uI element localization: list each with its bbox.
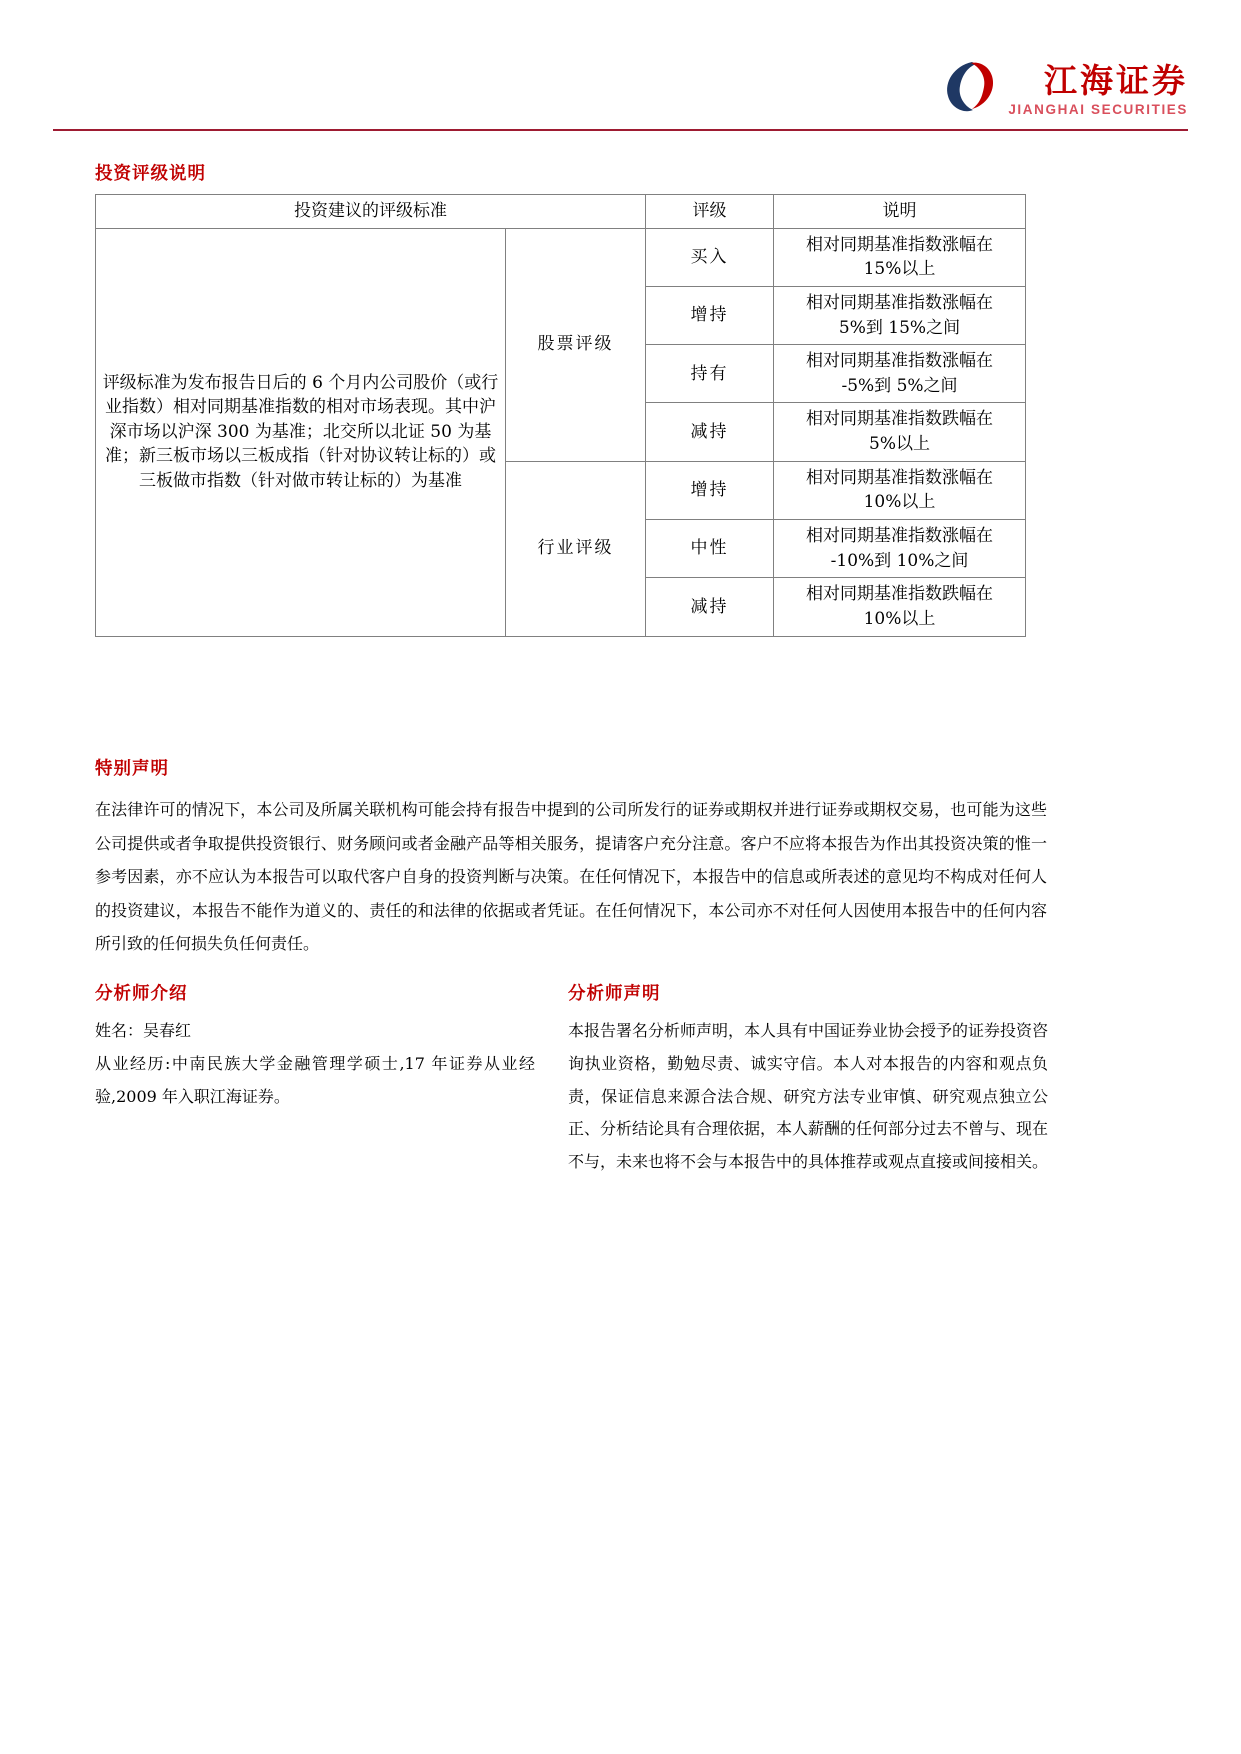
rating-label-underweight-stock: 减持 — [646, 403, 774, 461]
rating-label-underweight-industry: 减持 — [646, 578, 774, 636]
desc-line-1: 相对同期基准指数涨幅在 — [806, 467, 993, 488]
investment-rating-table — [95, 194, 1026, 637]
rating-desc-overweight-industry — [774, 461, 1026, 519]
table-header-row — [96, 195, 1026, 229]
header-criteria: 投资建议的评级标准 — [96, 195, 646, 229]
rating-section-title: 投资评级说明 — [95, 164, 206, 184]
rating-desc-overweight-stock — [774, 286, 1026, 344]
special-statement-body: 在法律许可的情况下，本公司及所属关联机构可能会持有报告中提到的公司所发行的证券或期权并进行证券或期权交易，也可能为这些公司提供或者争取提供投资银行、财务顾问或者金融产品等相关服务，提请客户充分注意。客户不应将本报告为作出其投资决策的惟一参考因素，亦不应认为本报告可以取代客户自身的投资判断与决策。在任何情况下，本报告中的信息或所表述的意见均不构成对任何人的投资建议，本报告不能作为道义的、责任的和法律的依据或者凭证。在任何情况下，本公司亦不对任何人因使用本报告中的任何内容所引致的任何损失负任何责任。 — [95, 800, 1047, 954]
criteria-description-cell: 评级标准为发布报告日后的 6 个月内公司股价（或行业指数）相对同期基准指数的相对市场表现。其中沪深市场以沪深 300 为基准；北交所以北证 50 为基准；新三板市场以三板成指（针对协议转让标的）或三板做市指数（针对做市转让标的）为基准 — [96, 228, 506, 636]
desc-line-2: -5%到 5%之间 — [841, 375, 958, 396]
page-header — [0, 0, 1241, 132]
company-logo — [942, 58, 1188, 116]
rating-desc-hold — [774, 345, 1026, 403]
rating-label-overweight-industry: 增持 — [646, 461, 774, 519]
rating-desc-underweight-stock — [774, 403, 1026, 461]
analyst-experience-line: 从业经历:中南民族大学金融管理学硕士,17 年证券从业经验,2009 年入职江海证券。 — [95, 1053, 535, 1106]
logo-text — [1008, 60, 1188, 117]
analyst-statement-body: 本报告署名分析师声明，本人具有中国证券业协会授予的证券投资咨询执业资格，勤勉尽责、诚实守信。本人对本报告的内容和观点负责，保证信息来源合法合规、研究方法专业审慎、研究观点独立公正、分析结论具有合理依据，本人薪酬的任何部分过去不曾与、现在不与，未来也将不会与本报告中的具体推荐或观点直接或间接相关。 — [568, 1021, 1049, 1172]
analyst-intro-title: 分析师介绍 — [95, 984, 188, 1004]
desc-line-2: 5%以上 — [869, 434, 930, 455]
rating-desc-neutral — [774, 520, 1026, 578]
desc-line-2: 5%到 15%之间 — [838, 317, 961, 338]
rating-desc-buy — [774, 228, 1026, 286]
analyst-name-line: 姓名：吴春红 — [95, 1021, 192, 1040]
desc-line-1: 相对同期基准指数涨幅在 — [806, 234, 993, 255]
header-divider — [53, 129, 1188, 131]
logo-chinese-name: 江海证券 — [1044, 60, 1188, 100]
table-row — [96, 228, 1026, 286]
desc-line-2: -10%到 10%之间 — [830, 550, 969, 571]
rating-desc-underweight-industry — [774, 578, 1026, 636]
rating-label-buy: 买入 — [646, 228, 774, 286]
desc-line-2: 10%以上 — [863, 608, 936, 629]
rating-label-hold: 持有 — [646, 345, 774, 403]
jianghai-logo-icon — [942, 58, 1000, 116]
rating-label-neutral: 中性 — [646, 520, 774, 578]
group-label-industry: 行业评级 — [506, 461, 646, 636]
group-label-stock: 股票评级 — [506, 228, 646, 461]
desc-line-1: 相对同期基准指数跌幅在 — [806, 584, 993, 605]
desc-line-1: 相对同期基准指数跌幅在 — [806, 409, 993, 430]
desc-line-2: 15%以上 — [863, 259, 936, 280]
rating-label-overweight-stock: 增持 — [646, 286, 774, 344]
desc-line-2: 10%以上 — [863, 492, 936, 513]
desc-line-1: 相对同期基准指数涨幅在 — [806, 292, 993, 313]
special-statement-title: 特别声明 — [95, 759, 169, 779]
header-rating: 评级 — [646, 195, 774, 229]
analyst-intro-block — [95, 1015, 535, 1113]
analyst-statement-title: 分析师声明 — [568, 984, 661, 1004]
logo-english-name: JIANGHAI SECURITIES — [1008, 101, 1188, 117]
desc-line-1: 相对同期基准指数涨幅在 — [806, 526, 993, 547]
desc-line-1: 相对同期基准指数涨幅在 — [806, 351, 993, 372]
header-description: 说明 — [774, 195, 1026, 229]
